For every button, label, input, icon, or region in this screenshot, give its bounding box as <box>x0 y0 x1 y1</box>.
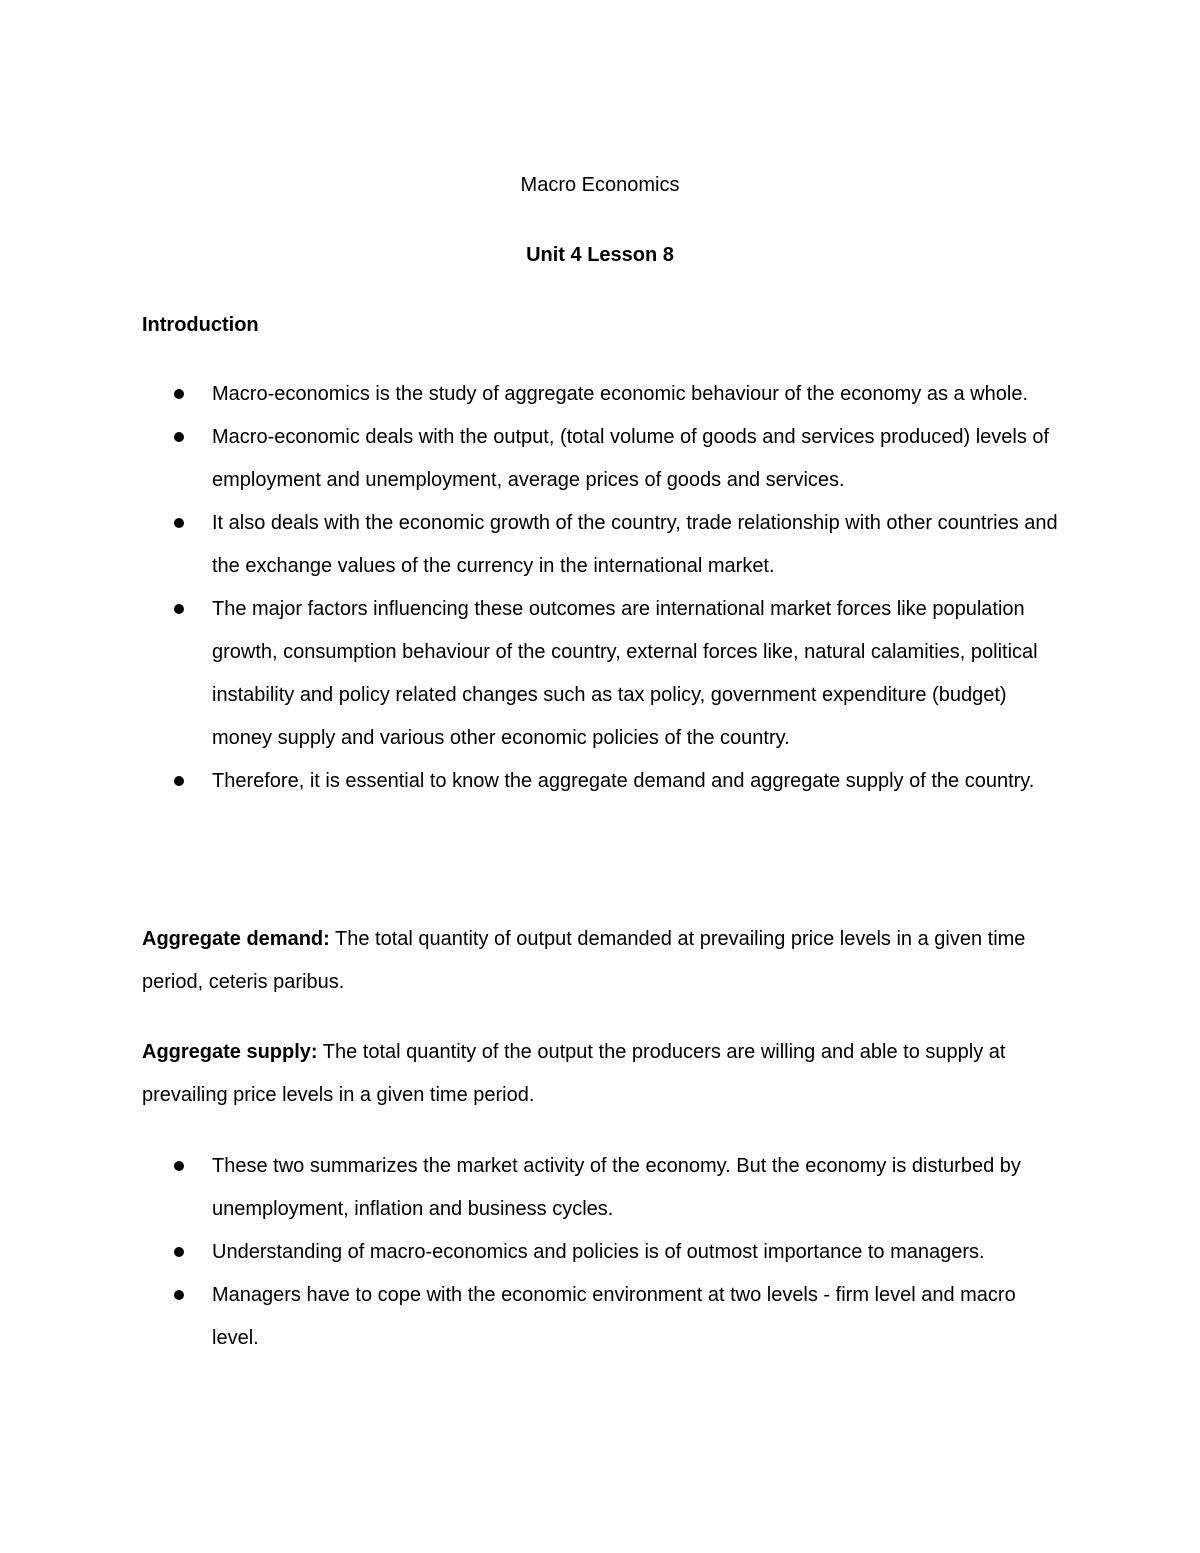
document-subtitle: Unit 4 Lesson 8 <box>526 244 674 266</box>
bullet-icon <box>174 1161 184 1171</box>
aggregate-demand-definition: The total quantity of output demanded at prevailing price levels in a given time period, ceteris paribus. <box>142 928 1026 993</box>
introduction-bullet-list <box>142 373 1062 803</box>
summary-bullet-list <box>142 1145 1062 1360</box>
list-item <box>142 760 1062 803</box>
aggregate-supply-definition: The total quantity of the output the producers are willing and able to supply at prevailing price levels in a given time period. <box>142 1041 1006 1106</box>
list-item <box>142 373 1062 416</box>
introduction-heading: Introduction <box>142 314 259 336</box>
list-item-text: Managers have to cope with the economic environment at two levels - firm level and macro level. <box>212 1284 1016 1349</box>
list-item <box>142 1274 1062 1360</box>
bullet-icon <box>174 604 184 614</box>
list-item <box>142 1145 1062 1231</box>
list-item-text: The major factors influencing these outcomes are international market forces like population growth, consumption behaviour of the country, external forces like, natural calamities, political instability and policy related changes such as tax policy, government expenditure (budget) money supply and various other economic policies of the country. <box>212 598 1038 749</box>
list-item-text: Therefore, it is essential to know the aggregate demand and aggregate supply of the country. <box>212 770 1035 792</box>
bullet-icon <box>174 518 184 528</box>
aggregate-demand-term: Aggregate demand: <box>142 928 330 950</box>
aggregate-demand-paragraph <box>142 918 1062 1004</box>
document-title: Macro Economics <box>520 174 680 196</box>
aggregate-supply-paragraph <box>142 1031 1062 1117</box>
bullet-icon <box>174 432 184 442</box>
list-item <box>142 588 1062 760</box>
bullet-icon <box>174 1247 184 1257</box>
list-item-text: Macro-economics is the study of aggregate economic behaviour of the economy as a whole. <box>212 383 1028 405</box>
list-item <box>142 502 1062 588</box>
list-item-text: These two summarizes the market activity of the economy. But the economy is disturbed by unemployment, inflation and business cycles. <box>212 1155 1021 1220</box>
list-item <box>142 1231 1062 1274</box>
bullet-icon <box>174 1290 184 1300</box>
aggregate-supply-term: Aggregate supply: <box>142 1041 318 1063</box>
list-item-text: It also deals with the economic growth of the country, trade relationship with other countries and the exchange values of the currency in the international market. <box>212 512 1058 577</box>
bullet-icon <box>174 776 184 786</box>
bullet-icon <box>174 389 184 399</box>
list-item <box>142 416 1062 502</box>
list-item-text: Macro-economic deals with the output, (total volume of goods and services produced) levels of employment and unemployment, average prices of goods and services. <box>212 426 1050 491</box>
list-item-text: Understanding of macro-economics and policies is of outmost importance to managers. <box>212 1241 985 1263</box>
